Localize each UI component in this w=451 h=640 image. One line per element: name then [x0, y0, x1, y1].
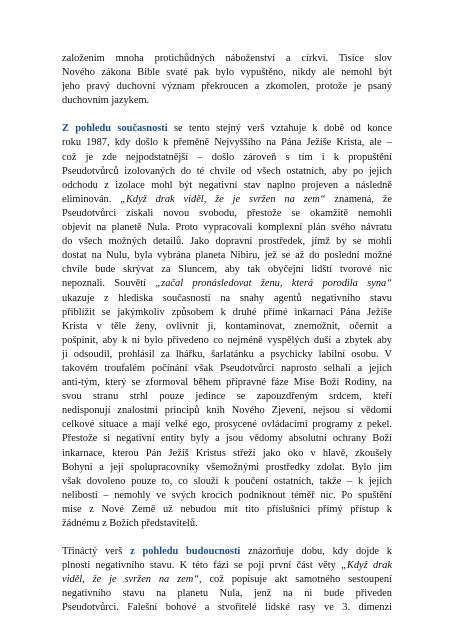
text-line: nepoznali. Souvětí „začal pronásledovat ženu, která porodila syna“	[62, 278, 392, 290]
section-heading-future: z pohledu budoucnosti	[130, 546, 241, 558]
text-line: duchovním jazykem.	[62, 95, 150, 107]
text-line: Nového zákona Bible svaté pak bylo vypuštěno, nikdy ale nemohl být	[62, 67, 392, 79]
text-line: svou stranu strhl pouze jedince se zapouzdřeným srdcem, kteří	[62, 391, 392, 403]
text-line: pošpinit, aby k ní bylo přivedeno co nejméně vyspělých duší a zbytek aby	[62, 334, 392, 346]
text-line: Pseudotvůrci. Falešní bohové a stvořitelé lidské rasy ve 3. dimenzi	[62, 602, 392, 614]
section-heading-present: Z pohledu současnosti	[62, 123, 168, 135]
text-line: objevit na planetě Nula. Proto vypracovali komplexní plán svého návratu	[62, 222, 392, 234]
text-line: Třináctý verš z pohledu budoucnosti znázorňuje dobu, kdy dojde k	[62, 546, 393, 558]
text-line: anti-tým, který se zformoval během přípravné fáze Mise Boží Rodiny, na	[62, 377, 392, 389]
text-line: Z pohledu současnosti se tento stejný verš vztahuje k době od konce	[62, 123, 393, 135]
text-line: založením mnoha protichůdných náboženství a církví. Tisíce slov	[62, 53, 392, 64]
text-line: Přestože si negativní entity byly a jsou vědomy absolutní ochrany Boží	[62, 433, 392, 445]
text-line: takovém troufalém počínání však Pseudotvůrci naprosto selhali a jejich	[62, 362, 392, 374]
text-line: dostat na Nulu, byla vybrána planeta Nibiru, jež se až do poslední možné	[62, 250, 392, 262]
text-line: Pseudotvůrců izolovaných do té chvíle od všech ostatních, aby po jejich	[62, 165, 392, 177]
text-line: nelibosti – nemohly ve svých krocích podniknout téměř nic. Po spuštění	[62, 489, 392, 501]
text-line: Pseudotvůrci získali novou svobodu, přestože se okamžitě nemohli	[62, 207, 392, 219]
text-line: negativního stavu na planetu Nula, jenž na ni bude přiveden	[62, 588, 392, 600]
text-line: což je zde nejpodstatnější – došlo zároveň s tím i k propuštění	[62, 151, 392, 163]
text-line: žádnému z Božích představitelů.	[62, 518, 198, 529]
quote: „Když drak viděl, že je svržen na zem“	[120, 193, 326, 205]
text-line: roku 1987, kdy došlo k přeměně Nejvyššího na Pána Ježíše Krista, ale –	[62, 137, 392, 149]
text-line: ji odsoudil, prohlásil za lhářku, šarlatánku a psychicky labilní osobu. V	[62, 348, 392, 360]
text-line: nedisponují znalostmi principů knih Nového Zjevení, nejsou si vědomi	[62, 405, 392, 417]
text-line: jeho pravý duchovní význam překroucen a zkomolen, protože je psaný	[62, 81, 392, 93]
quote: „Když drak	[341, 560, 392, 572]
quote: „začal pronásledovat ženu, která porodila syna“	[155, 278, 392, 290]
text-line: eliminován. „Když drak viděl, že je svržen na zem“ znamená, že	[62, 193, 392, 205]
text-line: odchodu z izolace mohl být negativní stav naplno projeven a následně	[62, 179, 392, 191]
text-line: do všech možných detailů. Jako dopravní prostředek, jímž by se mohli	[62, 236, 392, 248]
text-line: plnosti negativního stavu. K této fázi se pojí první část věty „Když drak	[62, 560, 392, 572]
text-line: mise z Nové Země už nebudou mít tito příslušníci přímý přístup k	[62, 503, 392, 515]
text-line: celkové situace a mají velké ego, prosycené ovládacími programy z pekel.	[62, 419, 392, 431]
text-line: viděl, že je svržen na zem“, což popisuje akt samotného sestoupení	[62, 574, 393, 586]
text-line: chvíle bude skrývat za Sluncem, aby tak obyčejní lidští tvorové nic	[62, 264, 392, 276]
text-line: Krista v těle ženy, ovlivnit ji, kontaminovat, znemožnit, očernit a	[62, 320, 392, 332]
quote: viděl, že je svržen na zem“	[62, 574, 200, 586]
text-line: ukazuje z hlediska současnosti na snahy agentů negativního stavu	[62, 292, 392, 304]
text-line: přiblížit se jakýmkoliv způsobem k druhé přímé inkarnaci Pána Ježíše	[62, 306, 392, 318]
text-line: však dovoleno pouze to, co slouží k poučení ostatních, takže – k jejich	[62, 475, 392, 487]
paragraph-intro	[62, 52, 392, 108]
document-page	[62, 52, 392, 616]
text-line: Bohyni a její spolupracovníky všemožnými prostředky zdolat. Bylo jim	[62, 461, 392, 473]
text-line: inkarnace, kterou Pán Ježíš Kristus střeží jako oko v hlavě, zkoušely	[62, 447, 392, 459]
paragraph-future	[62, 545, 392, 615]
paragraph-present	[62, 122, 392, 531]
